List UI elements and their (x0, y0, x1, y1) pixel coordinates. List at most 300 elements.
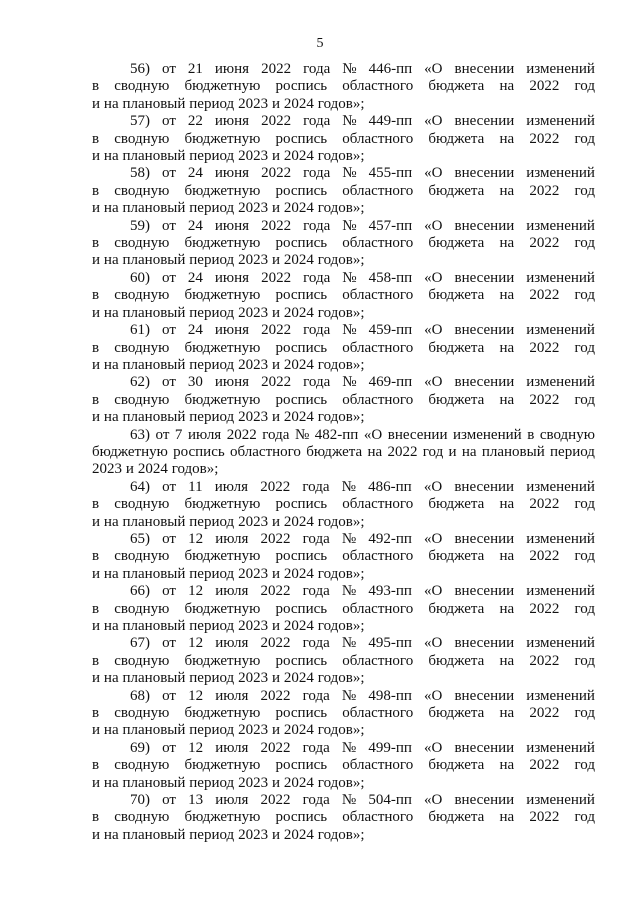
word: от (162, 530, 176, 547)
entry-line (92, 392, 595, 409)
word: и (92, 513, 101, 530)
word: годов»; (317, 670, 365, 687)
word: областного (230, 443, 301, 460)
word: год (574, 496, 595, 513)
word: на (499, 235, 515, 252)
word: период (189, 513, 235, 530)
word: бюджета (428, 130, 485, 147)
entry-line (92, 235, 595, 252)
word: роспись (275, 652, 328, 669)
word: № (341, 687, 357, 704)
word: изменений (526, 217, 595, 234)
word: в (92, 548, 100, 565)
word: 24 (187, 217, 203, 234)
word: от (162, 374, 176, 391)
word: июня (214, 61, 250, 77)
word: 2023 (238, 409, 269, 426)
word: роспись (275, 339, 328, 356)
word: 2022 (261, 217, 292, 234)
word: период (189, 826, 235, 843)
word: плановый (122, 826, 186, 843)
word: роспись (173, 443, 225, 460)
word: на (461, 443, 477, 460)
word: период (189, 95, 235, 112)
word: сводную (114, 182, 170, 199)
word: года (303, 322, 331, 339)
word: бюджета (428, 757, 485, 774)
word: годов»; (317, 252, 365, 269)
word: 2024 (283, 148, 314, 165)
word: и (125, 461, 134, 478)
entry-line (92, 218, 595, 235)
word: 2022 (261, 113, 292, 130)
word: областного (342, 130, 414, 147)
entry-line (92, 705, 595, 722)
word: изменений (526, 583, 595, 600)
word: 449-пп (368, 113, 413, 130)
word: 459-пп (368, 322, 413, 339)
word: 2023 (238, 252, 269, 269)
entry-line (92, 287, 595, 304)
word: изменений (526, 739, 595, 756)
word: областного (342, 496, 414, 513)
word: года (303, 61, 331, 77)
list-item (92, 635, 595, 687)
word: изменений (526, 687, 595, 704)
word: на (103, 670, 119, 687)
word: роспись (275, 809, 328, 826)
word: № (342, 165, 357, 182)
entry-line (92, 78, 595, 95)
word: 69) (130, 739, 150, 756)
word: 2023 (238, 774, 269, 791)
list-item (92, 792, 595, 844)
word: июля (215, 583, 249, 600)
word: июня (214, 165, 250, 182)
word: областного (342, 391, 414, 408)
word: на (103, 200, 119, 217)
list-item (92, 583, 595, 635)
entry-line (92, 670, 595, 687)
word: годов»; (317, 148, 365, 165)
entry-line (92, 601, 595, 618)
word: 2024 (283, 618, 314, 634)
word: бюджетную (184, 600, 261, 617)
word: и (271, 148, 281, 165)
entry-line (92, 305, 595, 322)
word: областного (342, 809, 414, 826)
entry-line (92, 322, 595, 339)
word: годов»; (317, 200, 365, 217)
word: годов»; (317, 618, 365, 634)
word: 492-пп (368, 530, 412, 547)
entry-line (92, 61, 595, 78)
entry-line (92, 653, 595, 670)
word: и (271, 513, 281, 530)
word: в (92, 391, 100, 408)
word: от (162, 583, 176, 600)
word: в (92, 809, 100, 826)
word: № (341, 478, 356, 495)
entry-line (92, 775, 595, 792)
word: год (574, 235, 595, 252)
word: № (341, 792, 357, 809)
word: и (271, 356, 281, 373)
word: и (271, 826, 281, 843)
word: бюджета (428, 652, 485, 669)
word: июля (187, 426, 222, 443)
word: года (303, 113, 331, 130)
word: года (302, 739, 330, 756)
word: изменений (453, 426, 522, 443)
word: период (189, 409, 235, 426)
word: «О (424, 269, 443, 286)
word: года (302, 792, 330, 809)
word: 2022 (529, 652, 560, 669)
word: в (92, 757, 100, 774)
word: и (92, 356, 101, 373)
word: и (271, 722, 281, 739)
word: 2023 (238, 670, 269, 687)
word: и (271, 304, 281, 321)
word: 66) (130, 583, 150, 600)
word: роспись (275, 705, 328, 722)
word: 2022 (387, 443, 418, 460)
word: внесении (454, 635, 515, 652)
word: 482-пп (314, 426, 359, 443)
word: в (92, 130, 100, 147)
list-item (92, 61, 595, 113)
word: «О (424, 322, 443, 339)
word: бюджетную (184, 78, 261, 95)
word: на (499, 600, 515, 617)
word: бюджета (428, 548, 485, 565)
word: июля (214, 478, 249, 495)
word: 2024 (283, 774, 314, 791)
word: 24 (187, 322, 203, 339)
word: бюджетную (184, 130, 261, 147)
word: июня (214, 374, 250, 391)
word: и (448, 443, 457, 460)
word: июля (215, 687, 249, 704)
word: 499-пп (368, 739, 412, 756)
word: областного (342, 287, 414, 304)
word: бюджета (306, 443, 363, 460)
entry-line (92, 635, 595, 652)
word: № (342, 61, 357, 77)
word: сводную (114, 496, 170, 513)
word: на (103, 618, 119, 634)
word: июня (214, 113, 250, 130)
word: сводную (114, 235, 170, 252)
word: бюджетную (184, 809, 261, 826)
word: изменений (526, 269, 595, 286)
word: плановый (122, 200, 186, 217)
word: 7 (174, 426, 183, 443)
word: областного (342, 652, 414, 669)
word: 2024 (283, 409, 314, 426)
word: 65) (130, 530, 150, 547)
entry-line (92, 444, 595, 461)
word: 30 (187, 374, 203, 391)
word: 70) (130, 792, 150, 809)
word: годов»; (317, 722, 365, 739)
word: годов»; (317, 304, 365, 321)
word: 495-пп (368, 635, 412, 652)
word: на (103, 252, 119, 269)
word: 493-пп (368, 583, 412, 600)
word: годов»; (317, 513, 365, 530)
word: плановый (481, 443, 545, 460)
word: и (271, 95, 281, 112)
word: «О (423, 478, 443, 495)
word: июня (214, 217, 250, 234)
word: внесении (454, 165, 515, 182)
word: бюджета (428, 182, 485, 199)
entry-line (92, 357, 595, 374)
entry-line (92, 270, 595, 287)
entry-line (92, 566, 595, 583)
word: бюджета (428, 391, 485, 408)
entry-line (92, 688, 595, 705)
word: № (342, 217, 357, 234)
word: в (92, 287, 100, 304)
word: сводную (539, 426, 595, 443)
word: и (92, 148, 101, 165)
word: 2023 (238, 722, 269, 739)
word: период (189, 722, 235, 739)
word: 2022 (529, 809, 560, 826)
word: года (303, 165, 331, 182)
word: № (294, 426, 310, 443)
word: бюджета (428, 705, 485, 722)
word: областного (342, 182, 414, 199)
word: на (103, 774, 119, 791)
word: и (271, 618, 281, 634)
word: 2024 (283, 565, 314, 582)
word: роспись (275, 130, 328, 147)
word: 59) (130, 217, 150, 234)
word: от (162, 687, 176, 704)
entry-line (92, 722, 595, 739)
word: на (499, 809, 515, 826)
word: года (303, 374, 331, 391)
word: бюджета (428, 809, 485, 826)
word: областного (342, 600, 414, 617)
word: на (103, 513, 119, 530)
entry-line (92, 148, 595, 165)
word: внесении (454, 113, 515, 130)
word: роспись (275, 600, 328, 617)
word: период (189, 200, 235, 217)
word: 12 (188, 739, 204, 756)
word: 2024 (137, 461, 168, 478)
word: июня (214, 269, 250, 286)
word: и (92, 774, 101, 791)
word: «О (424, 687, 443, 704)
word: от (162, 322, 176, 339)
entry-line (92, 531, 595, 548)
entry-line (92, 96, 595, 113)
word: годов»; (317, 356, 365, 373)
word: изменений (526, 792, 595, 809)
word: сводную (114, 339, 170, 356)
word: изменений (526, 635, 595, 652)
word: «О (424, 583, 443, 600)
entry-line (92, 252, 595, 269)
word: годов»; (317, 409, 365, 426)
entry-line (92, 113, 595, 130)
word: 2022 (260, 530, 291, 547)
word: на (103, 722, 119, 739)
list-item (92, 322, 595, 374)
entry-line (92, 740, 595, 757)
word: года (262, 426, 290, 443)
word: бюджета (428, 235, 485, 252)
word: областного (342, 757, 414, 774)
word: на (103, 356, 119, 373)
word: и (92, 409, 101, 426)
word: от (162, 113, 176, 130)
entry-line (92, 548, 595, 565)
word: 11 (188, 478, 203, 495)
word: изменений (526, 478, 595, 495)
word: «О (363, 426, 383, 443)
word: период (189, 618, 235, 634)
word: период (189, 304, 235, 321)
word: на (499, 391, 515, 408)
list-item (92, 218, 595, 270)
entry-line (92, 427, 595, 444)
word: года (303, 269, 331, 286)
word: годов»; (317, 565, 365, 582)
word: годов»; (171, 461, 219, 478)
word: 2022 (261, 61, 292, 77)
word: бюджетную (184, 496, 261, 513)
word: № (341, 635, 357, 652)
entry-line (92, 496, 595, 513)
word: сводную (114, 130, 170, 147)
word: внесении (454, 478, 515, 495)
word: 2024 (283, 200, 314, 217)
word: 504-пп (368, 792, 412, 809)
word: от (162, 478, 177, 495)
word: бюджета (428, 496, 485, 513)
word: «О (424, 739, 443, 756)
entry-line (92, 809, 595, 826)
word: 2023 (238, 95, 269, 112)
entry-line (92, 618, 595, 635)
word: на (103, 148, 119, 165)
word: в (92, 339, 100, 356)
word: год (574, 809, 595, 826)
word: 457-пп (368, 217, 413, 234)
word: на (499, 287, 515, 304)
word: на (499, 182, 515, 199)
word: № (342, 322, 357, 339)
word: плановый (122, 95, 186, 112)
word: бюджетную (184, 652, 261, 669)
word: роспись (275, 182, 328, 199)
word: от (162, 635, 176, 652)
word: роспись (275, 757, 328, 774)
entry-line (92, 340, 595, 357)
word: июня (214, 322, 250, 339)
word: сводную (114, 600, 170, 617)
entry-line (92, 200, 595, 217)
word: плановый (122, 513, 186, 530)
word: 2022 (260, 478, 291, 495)
word: период (189, 252, 235, 269)
word: от (162, 61, 176, 77)
word: 24 (187, 269, 203, 286)
entry-line (92, 827, 595, 844)
word: от (162, 217, 176, 234)
word: изменений (526, 374, 595, 391)
word: 2022 (261, 322, 292, 339)
list-item (92, 113, 595, 165)
word: сводную (114, 78, 170, 95)
word: и (92, 722, 101, 739)
word: годов»; (317, 774, 365, 791)
word: на (103, 826, 119, 843)
word: 2022 (529, 182, 560, 199)
word: 2022 (226, 426, 257, 443)
word: от (155, 426, 170, 443)
word: бюджетную (184, 548, 261, 565)
word: июля (215, 530, 249, 547)
word: № (341, 739, 357, 756)
word: 2024 (283, 513, 314, 530)
word: изменений (526, 113, 595, 130)
word: июля (215, 635, 249, 652)
word: в (92, 652, 100, 669)
word: 12 (188, 530, 204, 547)
word: годов»; (317, 826, 365, 843)
word: плановый (122, 670, 186, 687)
word: в (92, 182, 100, 199)
word: 2022 (260, 739, 291, 756)
word: 2024 (283, 356, 314, 373)
page-number: 5 (316, 36, 324, 51)
word: год (574, 705, 595, 722)
word: 2022 (260, 635, 291, 652)
word: на (499, 652, 515, 669)
entry-line (92, 374, 595, 391)
word: областного (342, 548, 414, 565)
word: 2022 (529, 78, 560, 95)
word: на (499, 339, 515, 356)
word: внесении (387, 426, 448, 443)
word: на (103, 95, 119, 112)
list-item (92, 374, 595, 426)
word: «О (424, 61, 443, 77)
word: «О (424, 217, 443, 234)
word: года (302, 478, 330, 495)
word: № (342, 269, 357, 286)
word: 2023 (238, 826, 269, 843)
word: 2022 (529, 757, 560, 774)
word: и (92, 304, 101, 321)
word: внесении (454, 322, 515, 339)
list-item (92, 427, 595, 479)
word: и (271, 200, 281, 217)
word: 2023 (238, 148, 269, 165)
word: плановый (122, 148, 186, 165)
word: плановый (122, 774, 186, 791)
word: на (499, 705, 515, 722)
list-item (92, 270, 595, 322)
